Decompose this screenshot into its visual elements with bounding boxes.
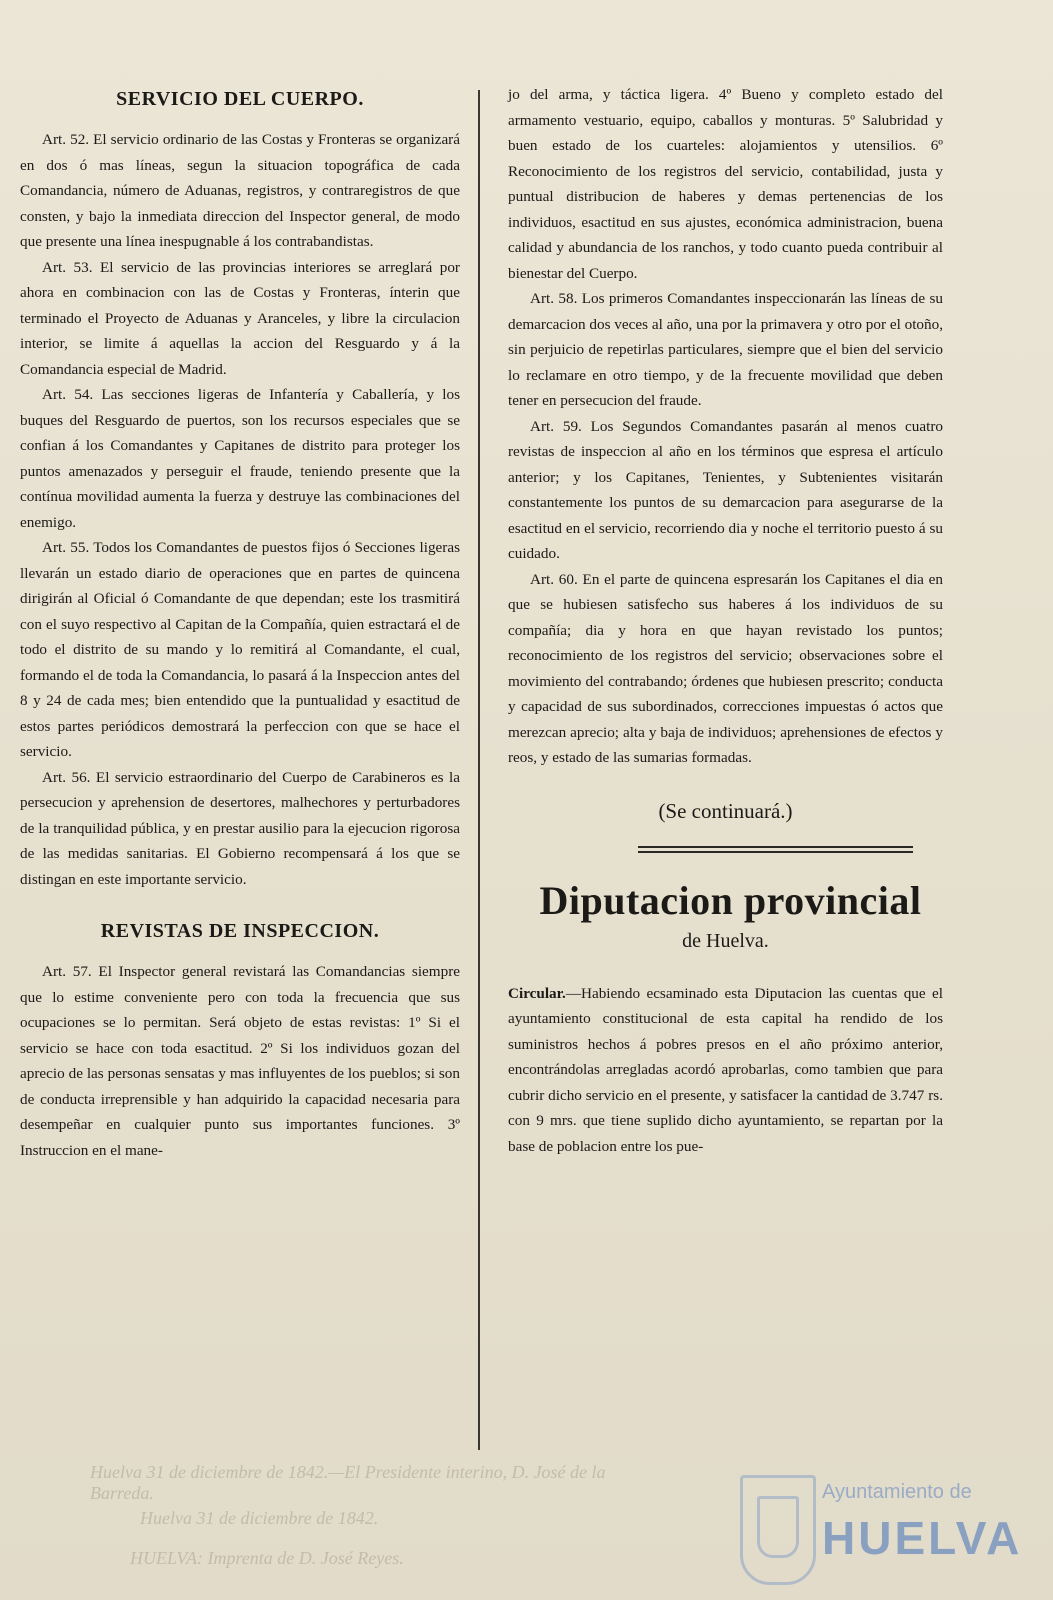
article-60: Art. 60. En el parte de quincena espresarán los Capitanes el dia en que se hubiesen satisfecho sus haberes á los individuos de su compañía; dia y hora en que hayan revistado los puntos; reconocimiento de los registros del servicio; observaciones sobre el movimiento del contrabando; órdenes que hubiesen prescrito; conducta y capacidad de sus subordinados, correcciones impuestas ó actos que merezcan aprecio; alta y baja de individuos; aprehensiones de efectos y reos, y estado de las sumarias formadas. [508, 570, 943, 766]
diputacion-title: Diputacion provincial [539, 877, 922, 923]
heading-servicio: SERVICIO DEL CUERPO. [116, 88, 364, 110]
column-divider [478, 90, 480, 1450]
article-53: Art. 53. El servicio de las provincias interiores se arreglará por ahora en combinacion con las de Costas y Fronteras, ínterin que terminado el Proyecto de Aduanas y Aranceles, y libre la circulacion interior, se limite á aquellas la accion del Resguardo y á la Comandancia especial de Madrid. [20, 258, 460, 378]
article-52: Art. 52. El servicio ordinario de las Costas y Fronteras se organizará en dos ó mas líneas, segun la situacion topográfica de cada Comandancia, número de Aduanas, registros, y contraregistros de que consten, y bajo la inmediata direccion del Inspector general, de modo que presente una línea inespugnable á los contrabandistas. [20, 131, 460, 250]
article-58: Art. 58. Los primeros Comandantes inspeccionarán las líneas de su demarcacion dos veces al año, una por la primavera y otro por el otoño, sin perjuicio de repetirlas particulares, siempre que el bien del servicio lo reclamare en otro tiempo, y de la frecuente movilidad que deben tener en persecucion del fraude. [508, 290, 943, 409]
article-55: Art. 55. Todos los Comandantes de puestos fijos ó Secciones ligeras llevarán un estado diario de operaciones que en partes de quincena dirigirán al Oficial ó Comandante de que dependan; este los trasmitirá con el suyo respectivo al Capitan de la Compañía, quien estractará el de todo el distrito de su mando y lo remitirá al Comandante, el cual, formando el de toda la Comandancia, lo pasará á la Inspeccion antes del 8 y 24 de cada mes; bien entendido que la puntualidad y esactitud de estos partes periódicos demostrará la perfeccion con que se hace el servicio. [20, 539, 460, 760]
article-57-continued: jo del arma, y táctica ligera. 4º Bueno y completo estado del armamento vestuario, equipo, caballos y monturas. 5º Salubridad y buen estado de los cuarteles: alojamientos y utensilios. 6º Reconocimiento de los registros del servicio, contabilidad, justa y puntual distribucion de haberes y demas pertenencias de los individuos, esactitud en sus ajustes, económica administracion, buena calidad y abundancia de los ranchos, y todo cuanto pueda contribuir al bienestar del Cuerpo. [508, 86, 943, 282]
faded-footer-line-3: HUELVA: Imprenta de D. José Reyes. [130, 1548, 404, 1568]
left-column [20, 70, 460, 1163]
article-54: Art. 54. Las secciones ligeras de Infantería y Caballería, y los buques del Resguardo de puertos, son los recursos especiales que se confian á los Comandantes y Capitanes de distrito para proteger los puntos amenazados y perseguir el fraude, teniendo presente que la contínua movilidad aumenta la fuerza y destruye las combinaciones del enemigo. [20, 386, 460, 531]
right-column [508, 82, 943, 1159]
heading-revistas: REVISTAS DE INSPECCION. [100, 920, 380, 942]
article-56: Art. 56. El servicio estraordinario del Cuerpo de Carabineros es la persecucion y aprehension de desertores, malhechores y perturbadores de la tranquilidad pública, y en prestar ausilio para la ejecucion rigorosa de las medidas sanitarias. El Gobierno recompensará á los que se distingan en este importante servicio. [20, 768, 460, 888]
double-rule [638, 846, 913, 853]
circular-paragraph [508, 981, 943, 1160]
article-57: Art. 57. El Inspector general revistará las Comandancias siempre que lo estime conveniente pero con toda la frecuencia que sus ocupaciones se lo permitan. Será objeto de estas revistas: 1º Si el servicio se hace con toda esactitud. 2º Si los individuos gozan del aprecio de las personas sensatas y mas influyentes de los pueblos; si son de conducta irreprensible y han adquirido la capacidad necesaria para desempeñar en cualquier punto sus importantes funciones. 3º Instruccion en el mane- [20, 963, 460, 1159]
watermark-line-1: Ayuntamiento de [822, 1481, 972, 1503]
circular-text: —Habiendo ecsaminado esta Diputacion las cuentas que el ayuntamiento constitucional de esta capital ha rendido de los suministros hechos á pobres presos en el año próximo anterior, encontrándolas arregladas acordó aprobarlas, como tambien que para cubrir dicho servicio en el presente, y satisfacer la cantidad de 3.747 rs. con 9 mrs. que tiene suplido dicho ayuntamiento, se repartan por la base de poblacion entre los pue- [508, 984, 943, 1155]
circular-label: Circular. [508, 984, 566, 1002]
continuation-note: (Se continuará.) [658, 798, 793, 823]
coat-of-arms-icon [740, 1475, 816, 1585]
faded-footer-line-1: Huelva 31 de diciembre de 1842.—El Presidente interino, D. José de la Barreda. [90, 1462, 606, 1503]
faded-footer-line-2: Huelva 31 de diciembre de 1842. [140, 1508, 379, 1528]
watermark-line-2: HUELVA [822, 1512, 1023, 1564]
diputacion-subtitle: de Huelva. [682, 929, 769, 952]
archive-watermark [740, 1475, 1023, 1585]
article-59: Art. 59. Los Segundos Comandantes pasarán al menos cuatro revistas de inspeccion al año en los términos que espresa el artículo anterior; y los Capitanes, Tenientes, y Subtenientes visitarán constantemente los puntos de su demarcacion para asegurarse de la esactitud en el servicio, recorriendo dia y noche el territorio puesto á su cuidado. [508, 417, 943, 562]
